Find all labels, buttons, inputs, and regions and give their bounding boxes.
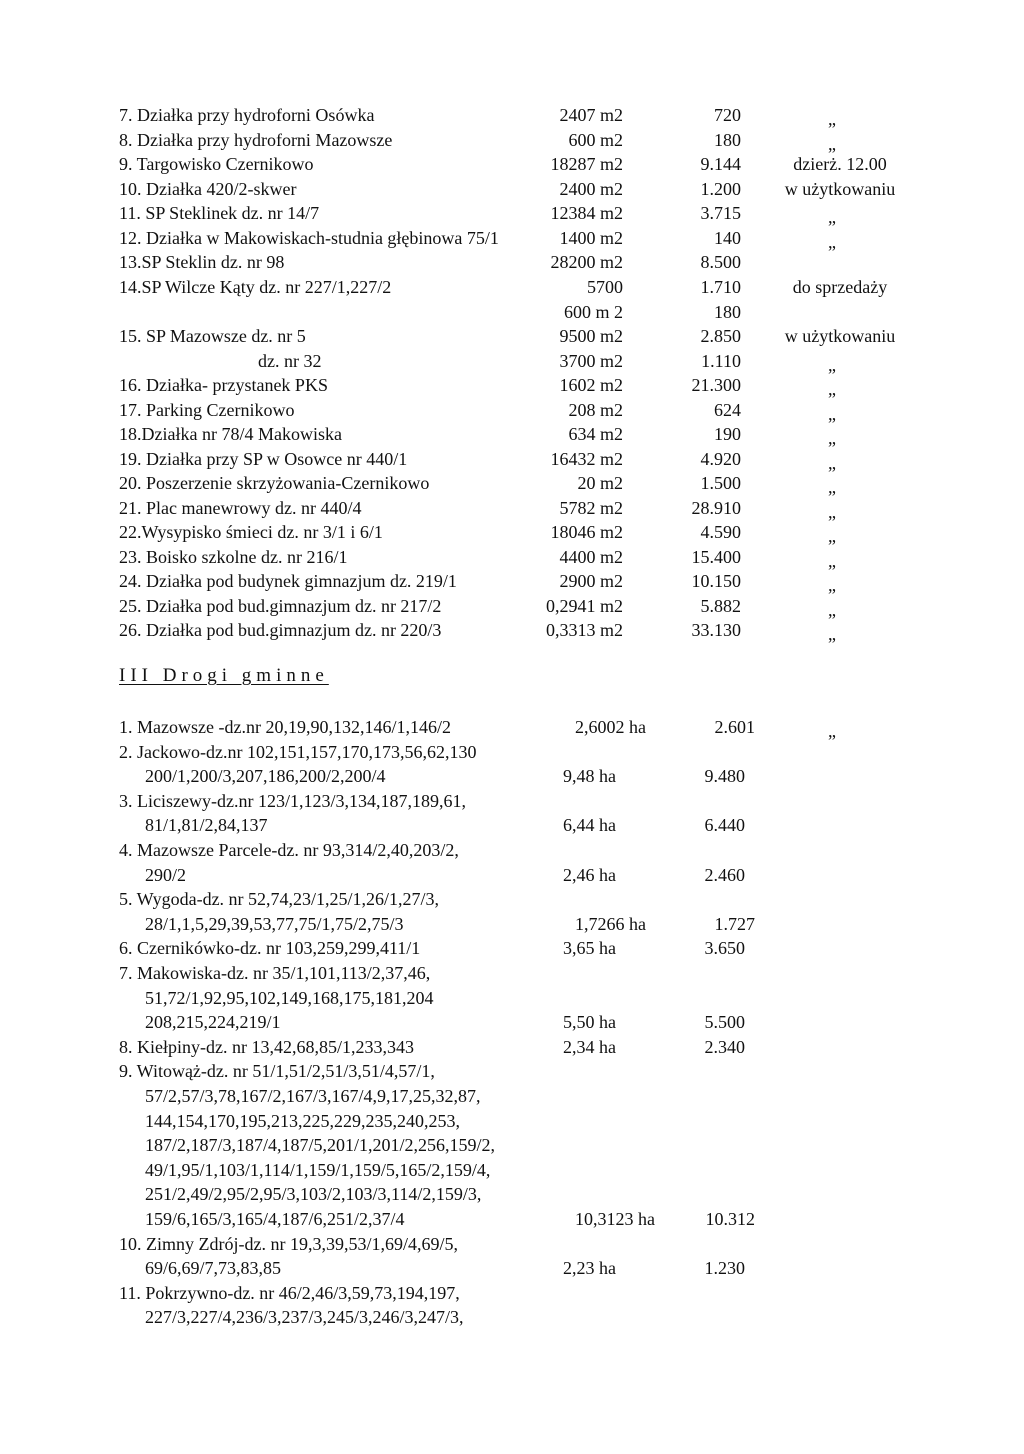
row-area: 600 m2 bbox=[568, 130, 623, 150]
row-area: 16432 m2 bbox=[550, 449, 623, 469]
road-value: 1.727 bbox=[714, 913, 755, 934]
road-area: 10,3123 ha bbox=[575, 1209, 655, 1229]
row-value: 28.910 bbox=[691, 498, 741, 518]
ditto-mark: „ bbox=[828, 551, 836, 571]
row-value: 2.850 bbox=[700, 326, 741, 346]
road-value: 9.480 bbox=[704, 766, 745, 787]
row-value: 21.300 bbox=[691, 375, 741, 395]
row-value: 1.710 bbox=[700, 277, 741, 297]
ditto-mark: „ bbox=[828, 355, 836, 375]
road-area: 2,6002 ha bbox=[575, 717, 646, 737]
road-line: 227/3,227/4,236/3,237/3,245/3,246/3,247/3, bbox=[145, 1307, 464, 1328]
road-line: 51,72/1,92,95,102,149,168,175,181,204 bbox=[145, 987, 434, 1008]
row-value: 8.500 bbox=[700, 252, 741, 272]
row-value: 720 bbox=[714, 105, 741, 125]
road-line: 2. Jackowo-dz.nr 102,151,157,170,173,56,62,130 bbox=[119, 741, 477, 762]
row-value: 1.110 bbox=[701, 351, 741, 371]
row-value: 180 bbox=[714, 130, 741, 150]
row-value: 4.590 bbox=[700, 522, 741, 542]
ditto-mark: „ bbox=[828, 721, 836, 741]
road-line: 1. Mazowsze -dz.nr 20,19,90,132,146/1,146/2 bbox=[119, 717, 451, 737]
row-status: do sprzedaży bbox=[792, 277, 888, 297]
row-area: 3700 m2 bbox=[559, 351, 623, 371]
road-line: 4. Mazowsze Parcele-dz. nr 93,314/2,40,203/2, bbox=[119, 840, 459, 860]
ditto-mark: „ bbox=[828, 109, 836, 129]
row-name: 8. Działka przy hydroforni Mazowsze bbox=[119, 130, 393, 150]
ditto-mark: „ bbox=[828, 404, 836, 424]
ditto-mark: „ bbox=[828, 379, 836, 399]
row-name: 11. SP Steklinek dz. nr 14/7 bbox=[119, 203, 320, 223]
section-heading: III Drogi gminne bbox=[119, 665, 329, 686]
row-area: 4400 m2 bbox=[559, 547, 623, 567]
row-name: 21. Plac manewrowy dz. nr 440/4 bbox=[119, 498, 362, 518]
row-name: 9. Targowisko Czernikowo bbox=[119, 154, 314, 174]
road-area: 9,48 ha bbox=[563, 766, 616, 787]
row-area: 5782 m2 bbox=[559, 498, 623, 518]
road-value: 2.340 bbox=[704, 1036, 745, 1057]
row-area: 0,2941 m2 bbox=[545, 596, 623, 616]
row-name: 19. Działka przy SP w Osowce nr 440/1 bbox=[119, 449, 408, 469]
row-area: 208 m2 bbox=[568, 400, 623, 420]
road-area: 2,23 ha bbox=[563, 1258, 616, 1279]
road-line: 159/6,165/3,165/4,187/6,251/2,37/4 bbox=[145, 1209, 405, 1229]
road-line: 9. Witowąż-dz. nr 51/1,51/2,51/3,51/4,57/1, bbox=[119, 1061, 435, 1082]
row-value: 15.400 bbox=[691, 547, 741, 567]
row-area: 20 m2 bbox=[577, 473, 623, 493]
row-area: 12384 m2 bbox=[550, 203, 623, 223]
road-line: 187/2,187/3,187/4,187/5,201/1,201/2,256,159/2, bbox=[145, 1135, 496, 1156]
row-name: 10. Działka 420/2-skwer bbox=[119, 179, 297, 199]
road-line: 6. Czernikówko-dz. nr 103,259,299,411/1 bbox=[119, 938, 421, 959]
row-area: 2407 m2 bbox=[559, 105, 623, 125]
row-name: 25. Działka pod bud.gimnazjum dz. nr 217/2 bbox=[119, 596, 442, 616]
row-value: 3.715 bbox=[700, 203, 741, 223]
row-value: 10.150 bbox=[691, 571, 741, 591]
row-value: 180 bbox=[714, 302, 741, 322]
row-name: 23. Boisko szkolne dz. nr 216/1 bbox=[119, 547, 348, 567]
row-name: 26. Działka pod bud.gimnazjum dz. nr 220/3 bbox=[119, 620, 442, 640]
road-line: 81/1,81/2,84,137 bbox=[145, 815, 268, 836]
row-name: 7. Działka przy hydroforni Osówka bbox=[119, 105, 375, 125]
road-value: 2.460 bbox=[704, 864, 745, 885]
road-value: 5.500 bbox=[704, 1012, 745, 1033]
row-name: 15. SP Mazowsze dz. nr 5 bbox=[119, 326, 306, 346]
row-name: 13.SP Steklin dz. nr 98 bbox=[119, 252, 285, 272]
row-name: dz. nr 32 bbox=[258, 351, 322, 371]
road-line: 5. Wygoda-dz. nr 52,74,23/1,25/1,26/1,27/3, bbox=[119, 889, 440, 910]
road-line: 7. Makowiska-dz. nr 35/1,101,113/2,37,46, bbox=[119, 963, 431, 983]
road-line: 28/1,1,5,29,39,53,77,75/1,75/2,75/3 bbox=[145, 913, 404, 934]
ditto-mark: „ bbox=[828, 207, 836, 227]
road-line: 10. Zimny Zdrój-dz. nr 19,3,39,53/1,69/4,69/5, bbox=[119, 1233, 458, 1254]
row-area: 18287 m2 bbox=[550, 154, 623, 174]
row-area: 1400 m2 bbox=[559, 228, 623, 248]
row-name: 16. Działka- przystanek PKS bbox=[119, 375, 328, 395]
road-line: 200/1,200/3,207,186,200/2,200/4 bbox=[145, 766, 386, 787]
row-value: 5.882 bbox=[700, 596, 741, 616]
road-line: 3. Liciszewy-dz.nr 123/1,123/3,134,187,189,61, bbox=[119, 790, 466, 811]
ditto-mark: „ bbox=[828, 453, 836, 473]
road-value: 3.650 bbox=[704, 938, 745, 959]
road-line: 8. Kiełpiny-dz. nr 13,42,68,85/1,233,343 bbox=[119, 1036, 414, 1057]
row-area: 5700 bbox=[587, 277, 623, 297]
road-value: 10.312 bbox=[705, 1209, 755, 1229]
ditto-mark: „ bbox=[828, 624, 836, 644]
road-line: 208,215,224,219/1 bbox=[145, 1012, 281, 1033]
row-area: 0,3313 m2 bbox=[545, 620, 623, 640]
row-name: 14.SP Wilcze Kąty dz. nr 227/1,227/2 bbox=[119, 277, 392, 297]
row-value: 1.200 bbox=[700, 179, 741, 199]
road-value: 6.440 bbox=[704, 815, 745, 836]
row-area: 2400 m2 bbox=[559, 179, 623, 199]
road-line: 11. Pokrzywno-dz. nr 46/2,46/3,59,73,194,197, bbox=[119, 1282, 460, 1303]
ditto-mark: „ bbox=[828, 428, 836, 448]
road-area: 2,34 ha bbox=[563, 1036, 616, 1057]
ditto-mark: „ bbox=[828, 526, 836, 546]
row-name: 24. Działka pod budynek gimnazjum dz. 219/1 bbox=[119, 571, 457, 591]
ditto-mark: „ bbox=[828, 134, 836, 154]
ditto-mark: „ bbox=[828, 232, 836, 252]
row-value: 140 bbox=[714, 228, 741, 248]
row-area: 18046 m2 bbox=[550, 522, 623, 542]
row-name: 12. Działka w Makowiskach-studnia głębinowa 75/1 bbox=[119, 228, 499, 248]
row-status: w użytkowaniu bbox=[784, 326, 896, 346]
row-area: 600 m 2 bbox=[563, 302, 623, 322]
row-value: 4.920 bbox=[700, 449, 741, 469]
road-line: 49/1,95/1,103/1,114/1,159/1,159/5,165/2,159/4, bbox=[145, 1159, 491, 1180]
row-area: 2900 m2 bbox=[559, 571, 623, 591]
ditto-mark: „ bbox=[828, 477, 836, 497]
row-name: 22.Wysypisko śmieci dz. nr 3/1 i 6/1 bbox=[119, 522, 383, 542]
row-name: 17. Parking Czernikowo bbox=[119, 400, 295, 420]
ditto-mark: „ bbox=[828, 502, 836, 522]
row-value: 1.500 bbox=[700, 473, 741, 493]
ditto-mark: „ bbox=[828, 600, 836, 620]
road-area: 6,44 ha bbox=[563, 815, 616, 836]
row-name: 18.Działka nr 78/4 Makowiska bbox=[119, 424, 342, 444]
road-area: 2,46 ha bbox=[563, 864, 616, 885]
row-status: w użytkowaniu bbox=[784, 179, 896, 199]
row-area: 1602 m2 bbox=[559, 375, 623, 395]
road-area: 3,65 ha bbox=[563, 938, 616, 959]
row-status: dzierż. 12.00 bbox=[793, 154, 887, 174]
row-area: 9500 m2 bbox=[559, 326, 623, 346]
road-line: 57/2,57/3,78,167/2,167/3,167/4,9,17,25,32,87, bbox=[145, 1086, 481, 1106]
road-area: 5,50 ha bbox=[563, 1012, 616, 1033]
road-line: 251/2,49/2,95/2,95/3,103/2,103/3,114/2,159/3, bbox=[145, 1184, 482, 1205]
row-value: 33.130 bbox=[691, 620, 741, 640]
road-line: 290/2 bbox=[145, 864, 187, 885]
road-line: 144,154,170,195,213,225,229,235,240,253, bbox=[145, 1110, 460, 1131]
road-area: 1,7266 ha bbox=[575, 913, 646, 934]
road-line: 69/6,69/7,73,83,85 bbox=[145, 1258, 282, 1279]
row-value: 9.144 bbox=[700, 154, 741, 174]
row-name: 20. Poszerzenie skrzyżowania-Czernikowo bbox=[119, 473, 430, 493]
ditto-mark: „ bbox=[828, 575, 836, 595]
road-value: 1.230 bbox=[704, 1258, 745, 1279]
road-value: 2.601 bbox=[714, 717, 755, 737]
row-value: 624 bbox=[714, 400, 741, 420]
row-area: 28200 m2 bbox=[550, 252, 623, 272]
row-area: 634 m2 bbox=[568, 424, 623, 444]
row-value: 190 bbox=[714, 424, 741, 444]
